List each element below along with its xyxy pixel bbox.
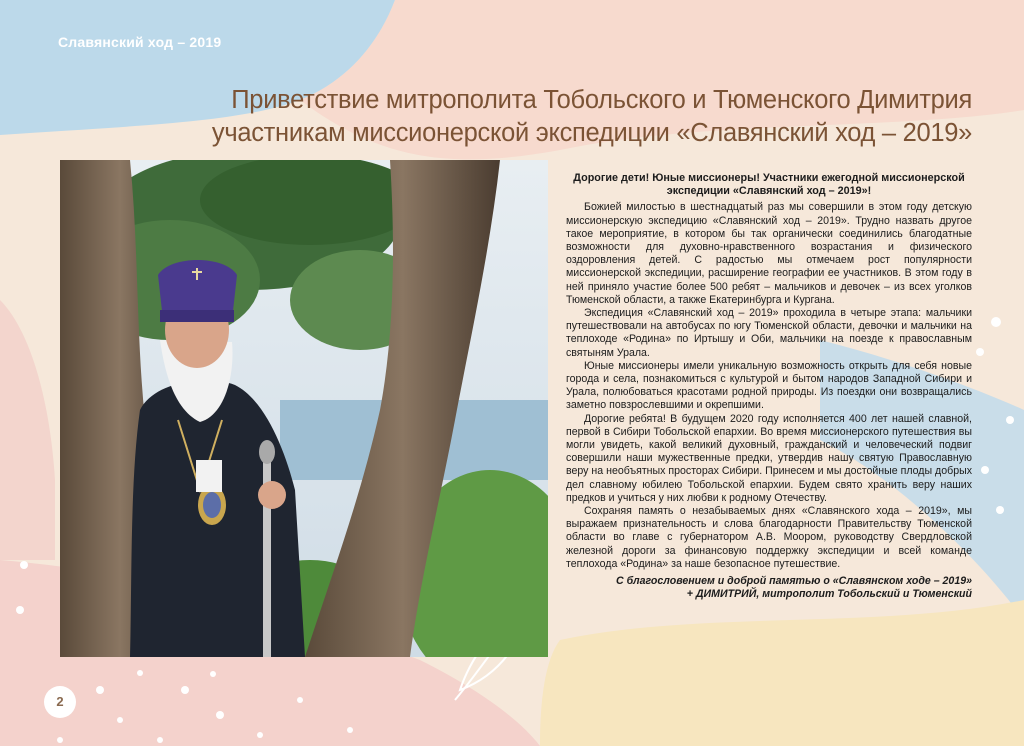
title-line-2: участникам миссионерской экспедиции «Славянский ход – 2019» bbox=[211, 119, 972, 147]
paragraph: Дорогие ребята! В будущем 2020 году исполняется 400 лет нашей славной, первой в Сибири Тобольской епархии. Во время миссионерского путешествия вы могли увидеть, какой великий духовный, гражданский и человеческий подвиг совершили наши мужественные предки, утвердив нашу святую Православную веру на необъятных просторах Сибири. Принесем и мы достойные плоды добрых дел славному юбилею Тобольской епархии. Будем свято хранить веру наших предков и учиться у них любви к родному Отечеству. bbox=[566, 412, 972, 504]
paragraph: Юные миссионеры имели уникальную возможность открыть для себя новые города и села, познакомиться с культурой и бытом народов Западной Сибири и Урала, полюбоваться красотами родной природы. Из поездки они возвращались заметно повзрослевшими и окрепшими. bbox=[566, 359, 972, 412]
letter-greeting bbox=[566, 172, 972, 198]
signature-name: + ДИМИТРИЙ, митрополит Тобольский и Тюменский bbox=[686, 588, 972, 601]
greeting-line-1: Дорогие дети! Юные миссионеры! Участники ежегодной миссионерской bbox=[573, 172, 965, 184]
page-number: 2 bbox=[44, 686, 76, 718]
running-head: Славянский ход – 2019 bbox=[58, 34, 222, 50]
paragraph: Экспедиция «Славянский ход – 2019» проходила в четыре этапа: мальчики путешествовали на автобусах по югу Тюменской области, девочки и мальчики на теплоходе «Родина» по Иртышу и Оби, мальчики на поезде к православным святыням Урала. bbox=[566, 307, 972, 359]
letter-body bbox=[566, 172, 972, 602]
signature-blessing: С благословением и доброй памятью о «Славянском ходе – 2019» bbox=[616, 575, 972, 588]
title-line-1: Приветствие митрополита Тобольского и Тюменского Димитрия bbox=[231, 86, 972, 114]
page-title bbox=[100, 84, 972, 150]
paragraph: Божией милостью в шестнадцатый раз мы совершили в этом году детскую миссионерскую экспедицию «Славянский ход – 2019». Трудно назвать другое такое мероприятие, в котором бы так органически соединились благодатные возможности для духовно-нравственного возрастания и физического оздоровления детей. С радостью мы отмечаем рост популярности миссионерской экспедиции, расширение географии ее участников. В этом году в ней приняло участие более 500 ребят – мальчиков и девочек – из всех уголков Тюменской области, а также Екатеринбурга и Кургана. bbox=[566, 201, 972, 306]
photo-metropolitan bbox=[60, 160, 548, 657]
paragraph: Сохраняя память о незабываемых днях «Славянского хода – 2019», мы выражаем признательность и слова благодарности Правительству Тюменской области во главе с губернатором А.В. Моором, руководству Свердловской железной дороги за финансовую поддержку экспедиции и всей команде теплохода «Родина» за наше безопасное путешествие. bbox=[566, 505, 972, 570]
greeting-line-2: экспедиции «Славянский ход – 2019»! bbox=[666, 185, 872, 198]
